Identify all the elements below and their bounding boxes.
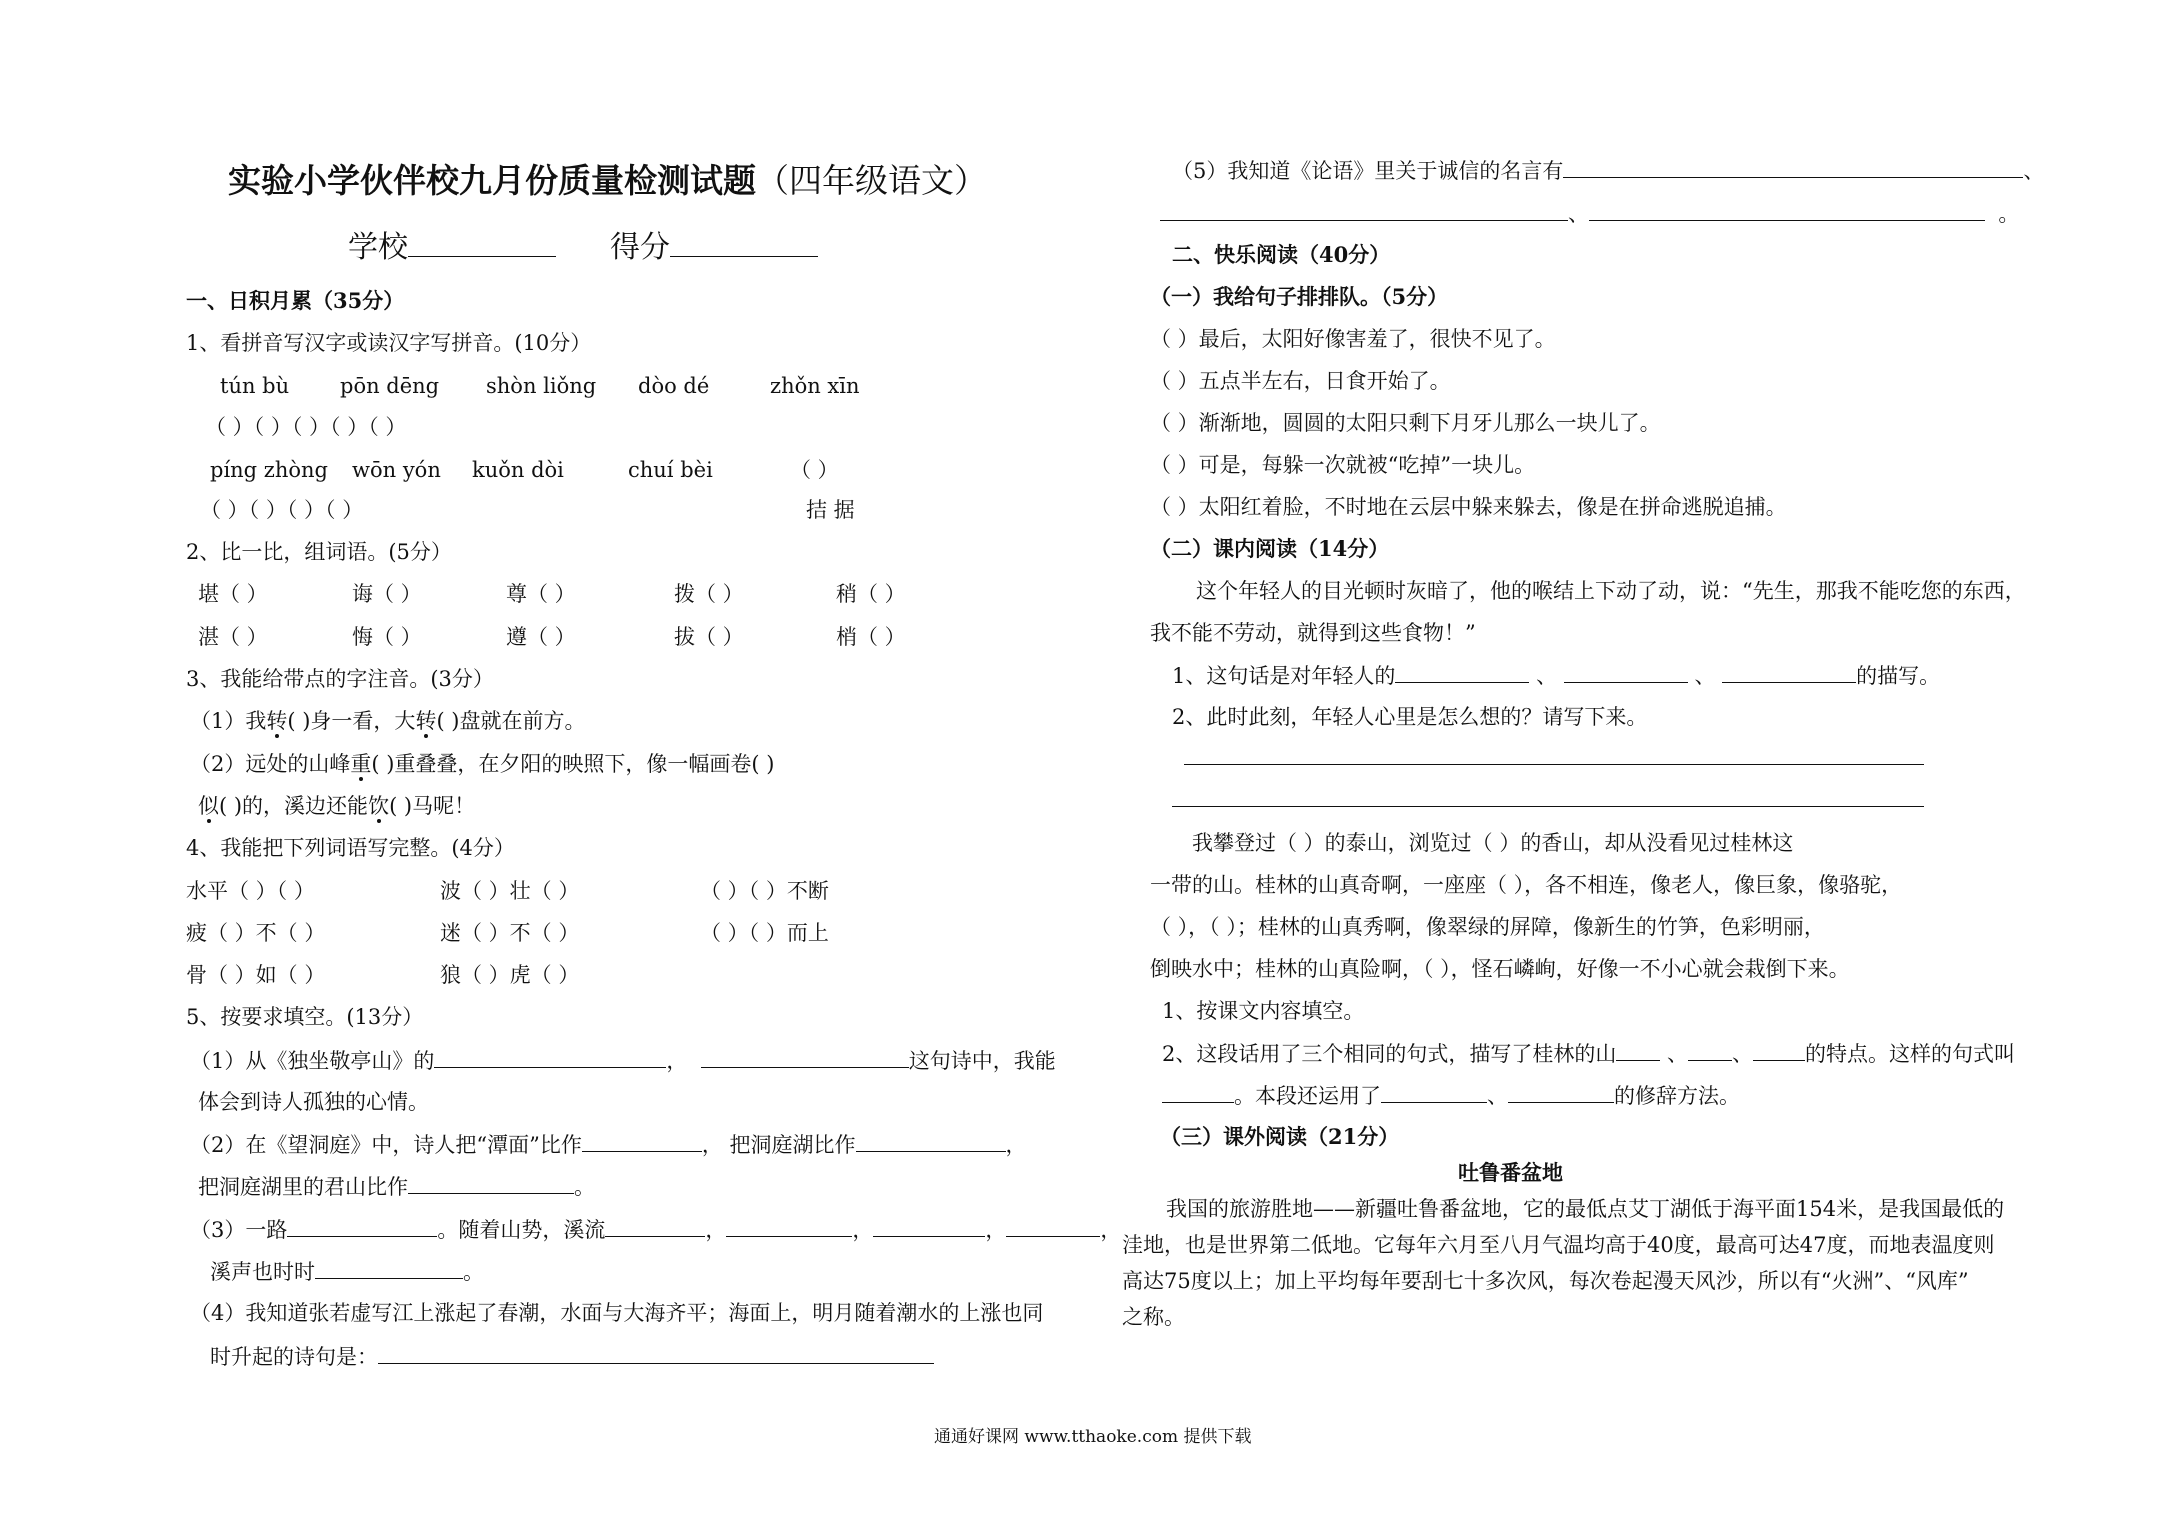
- q5-item1: （1）从《独坐敬亭山》的 ， 这句诗中，我能: [190, 1045, 1056, 1076]
- q3-line2: （2）远处的山峰重( )重叠叠，在夕阳的映照下，像一幅画卷( ): [190, 752, 775, 776]
- fill-blank[interactable]: [873, 1214, 985, 1237]
- fill-blank[interactable]: [1395, 660, 1529, 683]
- q3-line3: 似( )的，溪边还能饮( )马呢！: [198, 794, 476, 818]
- fill-blank[interactable]: [408, 1171, 574, 1194]
- fill-blank[interactable]: [701, 1045, 909, 1068]
- passage1-line: 这个年轻人的目光顿时灰暗了，他的喉结上下动了动，说：“先生，那我不能吃您的东西，: [1196, 579, 2026, 603]
- q5-item5: （5）我知道《论语》里关于诚信的名言有 、: [1172, 155, 2044, 186]
- q1-label: 1、看拼音写汉字或读汉字写拼音。(10分）: [186, 331, 592, 355]
- idiom[interactable]: 水平（ ）（ ）: [186, 879, 315, 903]
- idiom[interactable]: 狼（ ）虎（ ）: [440, 963, 580, 987]
- article-title: 吐鲁番盆地: [1458, 1160, 1563, 1185]
- word-pair[interactable]: 悔（ ）: [352, 625, 422, 649]
- part2-q4: 2、这段话用了三个相同的句式，描写了桂林的山 、 、 的特点。这样的句式叫: [1162, 1038, 2015, 1069]
- fill-blank[interactable]: [1589, 198, 1985, 221]
- fill-blank[interactable]: [1564, 660, 1688, 683]
- sentence-item[interactable]: （ ）最后，太阳好像害羞了，很快不见了。: [1150, 327, 1556, 351]
- answer-blanks[interactable]: （ ）（ ）（ ）（ ）（ ）: [205, 415, 407, 439]
- pinyin: chuí bèi: [628, 458, 713, 482]
- q5-item5-cont: 、 。: [1160, 198, 2019, 229]
- word-pair[interactable]: 梢（ ）: [836, 625, 906, 649]
- fill-blank[interactable]: [582, 1129, 702, 1152]
- school-blank[interactable]: [408, 234, 556, 257]
- sentence-item[interactable]: （ ）太阳红着脸，不时地在云层中躲来躲去，像是在拼命逃脱追捕。: [1150, 495, 1787, 519]
- school-label: 学校: [348, 230, 408, 265]
- article-line: 之称。: [1122, 1305, 1185, 1329]
- q5-item3-cont: 溪声也时时 。: [210, 1256, 484, 1287]
- fill-blank[interactable]: [1508, 1080, 1614, 1103]
- fill-blank[interactable]: [1160, 198, 1568, 221]
- q3-label: 3、我能给带点的字注音。(3分）: [186, 667, 494, 691]
- passage2-line: 我攀登过（ ）的泰山，浏览过（ ）的香山，却从没看见过桂林这: [1192, 831, 1794, 855]
- score-blank[interactable]: [670, 234, 818, 257]
- answer-blanks[interactable]: （ ）（ ）（ ）（ ）: [200, 498, 364, 522]
- pinyin: shòn liǒng: [486, 374, 597, 398]
- pinyin: dòo dé: [638, 374, 710, 398]
- q5-item1-cont: 体会到诗人孤独的心情。: [198, 1090, 429, 1114]
- idiom[interactable]: 疲（ ）不（ ）: [186, 921, 326, 945]
- q5-item3: （3）一路 。随着山势，溪流 ， ， ， ，: [190, 1214, 1121, 1245]
- fill-blank[interactable]: [1381, 1080, 1487, 1103]
- fill-blank[interactable]: [378, 1341, 934, 1364]
- fill-blank[interactable]: [726, 1214, 852, 1237]
- fill-blank[interactable]: [1722, 660, 1856, 683]
- fill-blank[interactable]: [315, 1256, 463, 1279]
- sentence-item[interactable]: （ ）可是，每躲一次就被“吃掉”一块儿。: [1150, 453, 1536, 477]
- passage1-line: 我不能不劳动，就得到这些食物！”: [1150, 621, 1476, 645]
- idiom[interactable]: 迷（ ）不（ ）: [440, 921, 580, 945]
- section2-heading: 二、快乐阅读（40分）: [1172, 242, 1391, 267]
- part2-q2: 2、此时此刻，年轻人心里是怎么想的？请写下来。: [1172, 705, 1648, 729]
- word-pair[interactable]: 稍（ ）: [836, 582, 906, 606]
- part2-q1: 1、这句话是对年轻人的 、 、 的描写。: [1172, 660, 1940, 691]
- fill-blank[interactable]: [1162, 1080, 1234, 1103]
- score-label: 得分: [610, 230, 670, 265]
- part1-heading: （一）我给句子排排队。（5分）: [1150, 284, 1449, 309]
- footer: 通通好课网 www.tthaoke.com 提供下载: [934, 1427, 1252, 1447]
- q5-item2: （2）在《望洞庭》中，诗人把“潭面”比作 ， 把洞庭湖比作 ，: [190, 1129, 1027, 1160]
- word-pair[interactable]: 诲（ ）: [352, 582, 422, 606]
- answer-line[interactable]: [1172, 806, 1924, 807]
- idiom[interactable]: 骨（ ）如（ ）: [186, 963, 326, 987]
- idiom[interactable]: （ ）（ ）而上: [700, 921, 829, 945]
- sentence-item[interactable]: （ ）五点半左右，日食开始了。: [1150, 369, 1451, 393]
- passage2-line: 一带的山。桂林的山真奇啊，一座座（ ），各不相连，像老人，像巨象，像骆驼，: [1150, 873, 1903, 897]
- given-chars: 拮 据: [806, 498, 855, 522]
- q5-item4: （4）我知道张若虚写江上涨起了春潮，水面与大海齐平；海面上，明月随着潮水的上涨也同: [190, 1301, 1044, 1325]
- section1-heading: 一、日积月累（35分）: [186, 288, 405, 313]
- fill-blank[interactable]: [856, 1129, 1006, 1152]
- article-line: 我国的旅游胜地——新疆吐鲁番盆地，它的最低点艾丁湖低于海平面154米，是我国最低的: [1166, 1197, 2005, 1221]
- fill-blank[interactable]: [1616, 1038, 1660, 1061]
- pinyin: tún bù: [220, 374, 290, 398]
- sentence-item[interactable]: （ ）渐渐地，圆圆的太阳只剩下月牙儿那么一块儿了。: [1150, 411, 1661, 435]
- part2-q4-cont: 。本段还运用了 、 的修辞方法。: [1162, 1080, 1740, 1111]
- answer-blank[interactable]: （ ）: [790, 458, 839, 482]
- page-title: 实验小学伙伴校九月份质量检测试题（四年级语文）: [228, 161, 987, 200]
- passage2-line: 倒映水中；桂林的山真险啊，（ ），怪石嶙峋，好像一不小心就会栽倒下来。: [1150, 957, 1850, 981]
- passage2-line: （ ），（ ）；桂林的山真秀啊，像翠绿的屏障，像新生的竹笋，色彩明丽，: [1150, 915, 1825, 939]
- idiom[interactable]: （ ）（ ）不断: [700, 879, 829, 903]
- q5-item2-cont: 把洞庭湖里的君山比作 。: [198, 1171, 595, 1202]
- fill-blank[interactable]: [1563, 155, 2023, 178]
- fill-blank[interactable]: [434, 1045, 666, 1068]
- fill-blank[interactable]: [1753, 1038, 1805, 1061]
- pinyin: píng zhòng: [210, 458, 329, 482]
- fill-blank[interactable]: [1688, 1038, 1732, 1061]
- fill-blank[interactable]: [1006, 1214, 1100, 1237]
- part2-heading: （二）课内阅读（14分）: [1150, 536, 1390, 561]
- answer-line[interactable]: [1184, 764, 1924, 765]
- word-pair[interactable]: 尊（ ）: [506, 582, 576, 606]
- pinyin: pōn dēng: [340, 374, 440, 398]
- school-field: [348, 222, 556, 266]
- word-pair[interactable]: 拨（ ）: [674, 582, 744, 606]
- part2-q3: 1、按课文内容填空。: [1162, 999, 1365, 1023]
- word-pair[interactable]: 拔（ ）: [674, 625, 744, 649]
- q4-label: 4、我能把下列词语写完整。(4分）: [186, 836, 515, 860]
- part3-heading: （三）课外阅读（21分）: [1160, 1124, 1400, 1149]
- idiom[interactable]: 波（ ）壮（ ）: [440, 879, 580, 903]
- fill-blank[interactable]: [287, 1214, 437, 1237]
- pinyin: kuǒn dòi: [472, 458, 564, 482]
- article-line: 高达75度以上；加上平均每年要刮七十多次风，每次卷起漫天风沙，所以有“火洲”、“风库”: [1122, 1269, 1969, 1293]
- fill-blank[interactable]: [605, 1214, 705, 1237]
- pinyin: wōn yón: [352, 458, 441, 482]
- word-pair[interactable]: 遵（ ）: [506, 625, 576, 649]
- word-pair[interactable]: 堪（ ）: [198, 582, 268, 606]
- q3-line1: （1）我转( )身一看，大转( )盘就在前方。: [190, 709, 586, 733]
- q2-label: 2、比一比，组词语。(5分）: [186, 540, 452, 564]
- article-line: 洼地，也是世界第二低地。它每年六月至八月气温均高于40度，最高可达47度，而地表温度则: [1122, 1233, 1995, 1257]
- q5-label: 5、按要求填空。(13分）: [186, 1005, 424, 1029]
- score-field: [610, 222, 818, 266]
- word-pair[interactable]: 湛（ ）: [198, 625, 268, 649]
- pinyin: zhǒn xīn: [770, 374, 860, 398]
- q5-item4-cont: 时升起的诗句是：: [210, 1341, 934, 1372]
